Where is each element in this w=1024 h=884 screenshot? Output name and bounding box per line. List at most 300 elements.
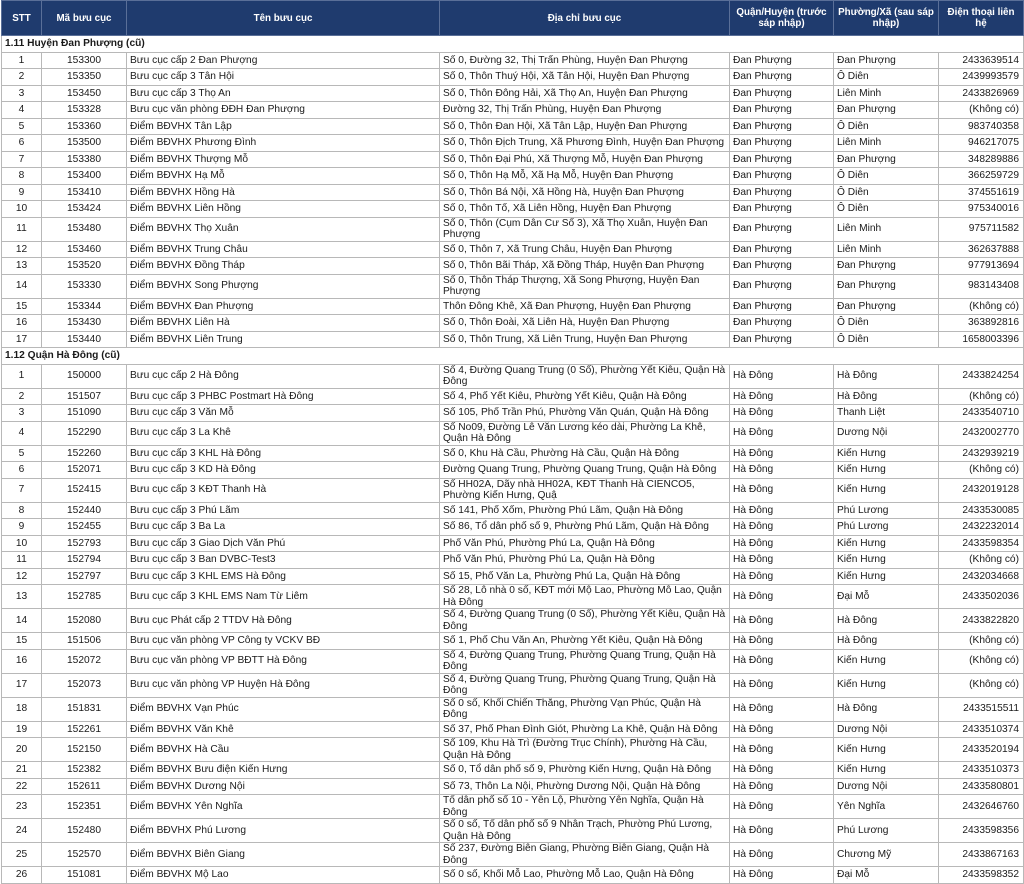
address-cell: Đường 32, Thị Trấn Phùng, Huyện Đan Phượng	[440, 102, 730, 119]
table-row	[2, 819, 1024, 843]
table-row	[2, 52, 1024, 69]
address-cell: Số 0 số, Khối Chiến Thắng, Phường Vạn Phúc, Quận Hà Đông	[440, 697, 730, 721]
code-cell: 153480	[42, 217, 127, 241]
table-row	[2, 649, 1024, 673]
table-row	[2, 633, 1024, 650]
district-cell: Đan Phượng	[730, 135, 834, 152]
stt-cell: 8	[2, 168, 42, 185]
phone-cell: 977913694	[939, 258, 1024, 275]
code-cell: 152480	[42, 819, 127, 843]
phone-cell: 2432232014	[939, 519, 1024, 536]
code-cell: 151506	[42, 633, 127, 650]
ward-cell: Ô Diên	[834, 201, 939, 218]
phone-cell: 2432002770	[939, 421, 1024, 445]
ward-cell: Dương Nội	[834, 421, 939, 445]
ward-cell: Kiến Hưng	[834, 738, 939, 762]
table-row	[2, 462, 1024, 479]
code-cell: 152080	[42, 609, 127, 633]
code-cell: 152072	[42, 649, 127, 673]
stt-cell: 6	[2, 462, 42, 479]
name-cell: Bưu cục cấp 2 Hà Đông	[127, 364, 440, 388]
stt-cell: 12	[2, 568, 42, 585]
stt-cell: 5	[2, 118, 42, 135]
address-cell: Số 0, Thôn (Cụm Dân Cư Số 3), Xã Thọ Xuân, Huyện Đan Phượng	[440, 217, 730, 241]
address-cell: Số HH02A, Dãy nhà HH02A, KĐT Thanh Hà CIENCO5, Phường Kiến Hưng, Quậ	[440, 478, 730, 502]
ward-cell: Yên Nghĩa	[834, 795, 939, 819]
ward-cell: Đan Phượng	[834, 52, 939, 69]
ward-cell: Phú Lương	[834, 502, 939, 519]
code-cell: 153430	[42, 315, 127, 332]
table-row	[2, 502, 1024, 519]
name-cell: Điểm BĐVHX Vạn Phúc	[127, 697, 440, 721]
stt-cell: 11	[2, 552, 42, 569]
table-row	[2, 298, 1024, 315]
table-row	[2, 673, 1024, 697]
district-cell: Đan Phượng	[730, 298, 834, 315]
name-cell: Bưu cục cấp 3 Thọ An	[127, 85, 440, 102]
phone-cell: 2433515511	[939, 697, 1024, 721]
ward-cell: Thanh Liệt	[834, 405, 939, 422]
group-row	[2, 348, 1024, 365]
stt-cell: 15	[2, 298, 42, 315]
code-cell: 151081	[42, 867, 127, 884]
code-cell: 152794	[42, 552, 127, 569]
name-cell: Bưu cục văn phòng ĐĐH Đan Phượng	[127, 102, 440, 119]
address-cell: Số 237, Đường Biên Giang, Phường Biên Giang, Quận Hà Đông	[440, 843, 730, 867]
code-cell: 153380	[42, 151, 127, 168]
ward-cell: Liên Minh	[834, 217, 939, 241]
name-cell: Điểm BĐVHX Đan Phượng	[127, 298, 440, 315]
district-cell: Đan Phượng	[730, 52, 834, 69]
ward-cell: Kiến Hưng	[834, 535, 939, 552]
name-cell: Điểm BĐVHX Yên Nghĩa	[127, 795, 440, 819]
ward-cell: Hà Đông	[834, 697, 939, 721]
address-cell: Số 4, Đường Quang Trung (0 Số), Phường Yết Kiêu, Quận Hà Đông	[440, 364, 730, 388]
phone-cell: (Không có)	[939, 298, 1024, 315]
address-cell: Số 15, Phố Văn La, Phường Phú La, Quận Hà Đông	[440, 568, 730, 585]
stt-cell: 5	[2, 445, 42, 462]
district-cell: Hà Đông	[730, 609, 834, 633]
name-cell: Điểm BĐVHX Thọ Xuân	[127, 217, 440, 241]
phone-cell: 2433520194	[939, 738, 1024, 762]
table-row	[2, 445, 1024, 462]
district-cell: Hà Đông	[730, 762, 834, 779]
table-header-row	[2, 1, 1024, 36]
name-cell: Bưu cục văn phòng VP BĐTT Hà Đông	[127, 649, 440, 673]
address-cell: Số 0, Thôn Đông Hải, Xã Thọ An, Huyện Đan Phượng	[440, 85, 730, 102]
table-row	[2, 102, 1024, 119]
code-cell: 152797	[42, 568, 127, 585]
group-row	[2, 36, 1024, 53]
district-cell: Đan Phượng	[730, 315, 834, 332]
ward-cell: Dương Nội	[834, 778, 939, 795]
name-cell: Điểm BĐVHX Mộ Lao	[127, 867, 440, 884]
table-row	[2, 421, 1024, 445]
name-cell: Điểm BĐVHX Liên Hà	[127, 315, 440, 332]
stt-cell: 24	[2, 819, 42, 843]
district-cell: Đan Phượng	[730, 85, 834, 102]
address-cell: Số 0 số, Khối Mỗ Lao, Phường Mỗ Lao, Quận Hà Đông	[440, 867, 730, 884]
ward-cell: Hà Đông	[834, 609, 939, 633]
district-cell: Hà Đông	[730, 519, 834, 536]
address-cell: Số 4, Đường Quang Trung, Phường Quang Trung, Quận Hà Đông	[440, 649, 730, 673]
code-cell: 152260	[42, 445, 127, 462]
district-cell: Đan Phượng	[730, 168, 834, 185]
ward-cell: Chương Mỹ	[834, 843, 939, 867]
district-cell: Hà Đông	[730, 388, 834, 405]
district-cell: Đan Phượng	[730, 274, 834, 298]
stt-cell: 4	[2, 421, 42, 445]
table-row	[2, 535, 1024, 552]
header-phone: Điện thoại liên hệ	[939, 1, 1024, 36]
address-cell: Số 105, Phố Trần Phú, Phường Văn Quán, Quận Hà Đông	[440, 405, 730, 422]
table-row	[2, 168, 1024, 185]
table-row	[2, 274, 1024, 298]
stt-cell: 21	[2, 762, 42, 779]
name-cell: Bưu cục cấp 3 Văn Mỗ	[127, 405, 440, 422]
ward-cell: Kiến Hưng	[834, 445, 939, 462]
name-cell: Bưu cục cấp 3 Ba La	[127, 519, 440, 536]
table-row	[2, 241, 1024, 258]
table-body	[2, 36, 1024, 884]
phone-cell: 2433598356	[939, 819, 1024, 843]
ward-cell: Đan Phượng	[834, 258, 939, 275]
phone-cell: 2432019128	[939, 478, 1024, 502]
name-cell: Bưu cục Phát cấp 2 TTDV Hà Đông	[127, 609, 440, 633]
phone-cell: 2433580801	[939, 778, 1024, 795]
code-cell: 151507	[42, 388, 127, 405]
stt-cell: 25	[2, 843, 42, 867]
phone-cell: 983143408	[939, 274, 1024, 298]
phone-cell: 975340016	[939, 201, 1024, 218]
address-cell: Số 86, Tổ dân phố số 9, Phường Phú Lãm, Quận Hà Đông	[440, 519, 730, 536]
stt-cell: 17	[2, 331, 42, 348]
ward-cell: Ô Diên	[834, 184, 939, 201]
phone-cell: 946217075	[939, 135, 1024, 152]
name-cell: Điểm BĐVHX Liên Trung	[127, 331, 440, 348]
ward-cell: Kiến Hưng	[834, 649, 939, 673]
district-cell: Hà Đông	[730, 364, 834, 388]
ward-cell: Đan Phượng	[834, 298, 939, 315]
district-cell: Hà Đông	[730, 649, 834, 673]
ward-cell: Kiến Hưng	[834, 673, 939, 697]
district-cell: Hà Đông	[730, 843, 834, 867]
phone-cell: 2433530085	[939, 502, 1024, 519]
address-cell: Số 4, Phố Yết Kiêu, Phường Yết Kiêu, Quận Hà Đông	[440, 388, 730, 405]
table-row	[2, 201, 1024, 218]
code-cell: 152351	[42, 795, 127, 819]
phone-cell: 2433502036	[939, 585, 1024, 609]
code-cell: 150000	[42, 364, 127, 388]
phone-cell: 363892816	[939, 315, 1024, 332]
name-cell: Điểm BĐVHX Bưu điện Kiến Hưng	[127, 762, 440, 779]
stt-cell: 17	[2, 673, 42, 697]
address-cell: Số 4, Đường Quang Trung (0 Số), Phường Yết Kiêu, Quận Hà Đông	[440, 609, 730, 633]
stt-cell: 15	[2, 633, 42, 650]
name-cell: Điểm BĐVHX Hà Cầu	[127, 738, 440, 762]
header-address: Địa chỉ bưu cục	[440, 1, 730, 36]
code-cell: 152261	[42, 721, 127, 738]
table-row	[2, 118, 1024, 135]
ward-cell: Đại Mỗ	[834, 585, 939, 609]
table-row	[2, 478, 1024, 502]
phone-cell: 2432034668	[939, 568, 1024, 585]
ward-cell: Đan Phượng	[834, 274, 939, 298]
district-cell: Hà Đông	[730, 502, 834, 519]
address-cell: Số 109, Khu Hà Trì (Đường Trục Chính), Phường Hà Cầu, Quận Hà Đông	[440, 738, 730, 762]
district-cell: Đan Phượng	[730, 118, 834, 135]
ward-cell: Kiến Hưng	[834, 552, 939, 569]
phone-cell: (Không có)	[939, 552, 1024, 569]
phone-cell: 366259729	[939, 168, 1024, 185]
group-title: 1.12 Quận Hà Đông (cũ)	[2, 348, 1024, 365]
district-cell: Đan Phượng	[730, 102, 834, 119]
phone-cell: 2433822820	[939, 609, 1024, 633]
address-cell: Số 0, Thôn Bãi Tháp, Xã Đồng Tháp, Huyện Đan Phượng	[440, 258, 730, 275]
stt-cell: 18	[2, 697, 42, 721]
stt-cell: 10	[2, 201, 42, 218]
phone-cell: 2432939219	[939, 445, 1024, 462]
ward-cell: Đại Mỗ	[834, 867, 939, 884]
phone-cell: 975711582	[939, 217, 1024, 241]
table-row	[2, 364, 1024, 388]
stt-cell: 2	[2, 69, 42, 86]
code-cell: 151090	[42, 405, 127, 422]
address-cell: Số 0, Thôn 7, Xã Trung Châu, Huyện Đan Phượng	[440, 241, 730, 258]
stt-cell: 9	[2, 519, 42, 536]
code-cell: 153300	[42, 52, 127, 69]
name-cell: Điểm BĐVHX Hồng Hà	[127, 184, 440, 201]
ward-cell: Phú Lương	[834, 519, 939, 536]
table-row	[2, 151, 1024, 168]
stt-cell: 22	[2, 778, 42, 795]
table-row	[2, 69, 1024, 86]
district-cell: Hà Đông	[730, 738, 834, 762]
name-cell: Bưu cục cấp 3 La Khê	[127, 421, 440, 445]
stt-cell: 3	[2, 85, 42, 102]
code-cell: 152073	[42, 673, 127, 697]
stt-cell: 19	[2, 721, 42, 738]
table-row	[2, 258, 1024, 275]
phone-cell: 2439993579	[939, 69, 1024, 86]
name-cell: Điểm BĐVHX Hạ Mỗ	[127, 168, 440, 185]
address-cell: Số 1, Phố Chu Văn An, Phường Yết Kiêu, Quận Hà Đông	[440, 633, 730, 650]
header-ward: Phường/Xã (sau sáp nhập)	[834, 1, 939, 36]
name-cell: Bưu cục cấp 3 KHL Hà Đông	[127, 445, 440, 462]
phone-cell: (Không có)	[939, 102, 1024, 119]
name-cell: Bưu cục cấp 3 KD Hà Đông	[127, 462, 440, 479]
name-cell: Điểm BĐVHX Văn Khê	[127, 721, 440, 738]
name-cell: Bưu cục văn phòng VP Công ty VCKV BĐ	[127, 633, 440, 650]
district-cell: Hà Đông	[730, 535, 834, 552]
address-cell: Số 37, Phố Phan Đình Giót, Phường La Khê, Quận Hà Đông	[440, 721, 730, 738]
code-cell: 152150	[42, 738, 127, 762]
table-row	[2, 778, 1024, 795]
stt-cell: 16	[2, 649, 42, 673]
district-cell: Hà Đông	[730, 721, 834, 738]
name-cell: Bưu cục cấp 3 KHL EMS Hà Đông	[127, 568, 440, 585]
district-cell: Đan Phượng	[730, 184, 834, 201]
name-cell: Bưu cục cấp 3 Giao Dịch Văn Phú	[127, 535, 440, 552]
address-cell: Thôn Đông Khê, Xã Đan Phượng, Huyện Đan Phượng	[440, 298, 730, 315]
ward-cell: Ô Diên	[834, 315, 939, 332]
phone-cell: 2433867163	[939, 843, 1024, 867]
code-cell: 153450	[42, 85, 127, 102]
header-code: Mã bưu cục	[42, 1, 127, 36]
code-cell: 152415	[42, 478, 127, 502]
code-cell: 153344	[42, 298, 127, 315]
name-cell: Điểm BĐVHX Biên Giang	[127, 843, 440, 867]
code-cell: 152071	[42, 462, 127, 479]
address-cell: Số 0, Tổ dân phố số 9, Phường Kiến Hưng, Quận Hà Đông	[440, 762, 730, 779]
table-row	[2, 843, 1024, 867]
code-cell: 152455	[42, 519, 127, 536]
code-cell: 152440	[42, 502, 127, 519]
stt-cell: 13	[2, 585, 42, 609]
district-cell: Đan Phượng	[730, 331, 834, 348]
stt-cell: 14	[2, 274, 42, 298]
ward-cell: Kiến Hưng	[834, 462, 939, 479]
name-cell: Bưu cục văn phòng VP Huyện Hà Đông	[127, 673, 440, 697]
address-cell: Số 0, Thôn Đại Phú, Xã Thượng Mỗ, Huyện Đan Phượng	[440, 151, 730, 168]
stt-cell: 20	[2, 738, 42, 762]
stt-cell: 26	[2, 867, 42, 884]
table-row	[2, 405, 1024, 422]
name-cell: Điểm BĐVHX Phương Đình	[127, 135, 440, 152]
phone-cell: 2433824254	[939, 364, 1024, 388]
table-row	[2, 609, 1024, 633]
ward-cell: Liên Minh	[834, 85, 939, 102]
code-cell: 153520	[42, 258, 127, 275]
table-row	[2, 331, 1024, 348]
stt-cell: 10	[2, 535, 42, 552]
name-cell: Bưu cục cấp 2 Đan Phượng	[127, 52, 440, 69]
code-cell: 153360	[42, 118, 127, 135]
code-cell: 152793	[42, 535, 127, 552]
table-row	[2, 388, 1024, 405]
table-row	[2, 795, 1024, 819]
phone-cell: (Không có)	[939, 388, 1024, 405]
address-cell: Đường Quang Trung, Phường Quang Trung, Quận Hà Đông	[440, 462, 730, 479]
code-cell: 153440	[42, 331, 127, 348]
phone-cell: 348289886	[939, 151, 1024, 168]
stt-cell: 13	[2, 258, 42, 275]
phone-cell: 2432646760	[939, 795, 1024, 819]
stt-cell: 8	[2, 502, 42, 519]
ward-cell: Đan Phượng	[834, 151, 939, 168]
ward-cell: Hà Đông	[834, 364, 939, 388]
stt-cell: 7	[2, 478, 42, 502]
district-cell: Đan Phượng	[730, 69, 834, 86]
name-cell: Điểm BĐVHX Thượng Mỗ	[127, 151, 440, 168]
stt-cell: 2	[2, 388, 42, 405]
name-cell: Điểm BĐVHX Tân Lập	[127, 118, 440, 135]
address-cell: Số 0, Thôn Trung, Xã Liên Trung, Huyện Đan Phượng	[440, 331, 730, 348]
phone-cell: 374551619	[939, 184, 1024, 201]
group-title: 1.11 Huyện Đan Phượng (cũ)	[2, 36, 1024, 53]
name-cell: Bưu cục cấp 3 PHBC Postmart Hà Đông	[127, 388, 440, 405]
district-cell: Đan Phượng	[730, 258, 834, 275]
name-cell: Bưu cục cấp 3 Ban DVBC-Test3	[127, 552, 440, 569]
address-cell: Số 0 số, Tổ dân phố số 9 Nhân Trạch, Phường Phú Lương, Quận Hà Đông	[440, 819, 730, 843]
phone-cell: 1658003396	[939, 331, 1024, 348]
table-row	[2, 217, 1024, 241]
stt-cell: 7	[2, 151, 42, 168]
stt-cell: 14	[2, 609, 42, 633]
table-row	[2, 135, 1024, 152]
address-cell: Số 141, Phố Xốm, Phường Phú Lãm, Quận Hà Đông	[440, 502, 730, 519]
phone-cell: 2433598352	[939, 867, 1024, 884]
address-cell: Số 0, Thôn Hạ Mỗ, Xã Hạ Mỗ, Huyện Đan Phượng	[440, 168, 730, 185]
header-district: Quận/Huyện (trước sáp nhập)	[730, 1, 834, 36]
address-cell: Số 0, Thôn Địch Trung, Xã Phương Đình, Huyện Đan Phượng	[440, 135, 730, 152]
table-row	[2, 568, 1024, 585]
ward-cell: Phú Lương	[834, 819, 939, 843]
district-cell: Hà Đông	[730, 405, 834, 422]
ward-cell: Ô Diên	[834, 168, 939, 185]
code-cell: 153500	[42, 135, 127, 152]
code-cell: 153400	[42, 168, 127, 185]
stt-cell: 16	[2, 315, 42, 332]
ward-cell: Ô Diên	[834, 118, 939, 135]
phone-cell: 2433540710	[939, 405, 1024, 422]
stt-cell: 3	[2, 405, 42, 422]
ward-cell: Liên Minh	[834, 135, 939, 152]
table-row	[2, 738, 1024, 762]
phone-cell: 983740358	[939, 118, 1024, 135]
header-name: Tên bưu cục	[127, 1, 440, 36]
code-cell: 152611	[42, 778, 127, 795]
phone-cell: 2433510373	[939, 762, 1024, 779]
code-cell: 151831	[42, 697, 127, 721]
ward-cell: Ô Diên	[834, 331, 939, 348]
name-cell: Bưu cục cấp 3 Phú Lãm	[127, 502, 440, 519]
code-cell: 153330	[42, 274, 127, 298]
name-cell: Điểm BĐVHX Song Phượng	[127, 274, 440, 298]
stt-cell: 23	[2, 795, 42, 819]
phone-cell: 362637888	[939, 241, 1024, 258]
table-row	[2, 552, 1024, 569]
ward-cell: Dương Nội	[834, 721, 939, 738]
ward-cell: Liên Minh	[834, 241, 939, 258]
code-cell: 153328	[42, 102, 127, 119]
ward-cell: Ô Diên	[834, 69, 939, 86]
table-row	[2, 184, 1024, 201]
code-cell: 152570	[42, 843, 127, 867]
address-cell: Số 0, Thôn Tố, Xã Liên Hồng, Huyện Đan Phượng	[440, 201, 730, 218]
phone-cell: 2433598354	[939, 535, 1024, 552]
code-cell: 153350	[42, 69, 127, 86]
code-cell: 152382	[42, 762, 127, 779]
name-cell: Bưu cục cấp 3 KHL EMS Nam Từ Liêm	[127, 585, 440, 609]
table-row	[2, 519, 1024, 536]
district-cell: Hà Đông	[730, 697, 834, 721]
district-cell: Hà Đông	[730, 867, 834, 884]
district-cell: Hà Đông	[730, 633, 834, 650]
table-row	[2, 85, 1024, 102]
stt-cell: 4	[2, 102, 42, 119]
ward-cell: Kiến Hưng	[834, 568, 939, 585]
name-cell: Điểm BĐVHX Liên Hồng	[127, 201, 440, 218]
address-cell: Số 0, Thôn Đoài, Xã Liên Hà, Huyện Đan Phượng	[440, 315, 730, 332]
name-cell: Bưu cục cấp 3 Tân Hội	[127, 69, 440, 86]
address-cell: Số 0, Đường 32, Thị Trấn Phùng, Huyện Đan Phượng	[440, 52, 730, 69]
phone-cell: 2433510374	[939, 721, 1024, 738]
district-cell: Hà Đông	[730, 462, 834, 479]
phone-cell: (Không có)	[939, 633, 1024, 650]
phone-cell: (Không có)	[939, 649, 1024, 673]
phone-cell: 2433639514	[939, 52, 1024, 69]
